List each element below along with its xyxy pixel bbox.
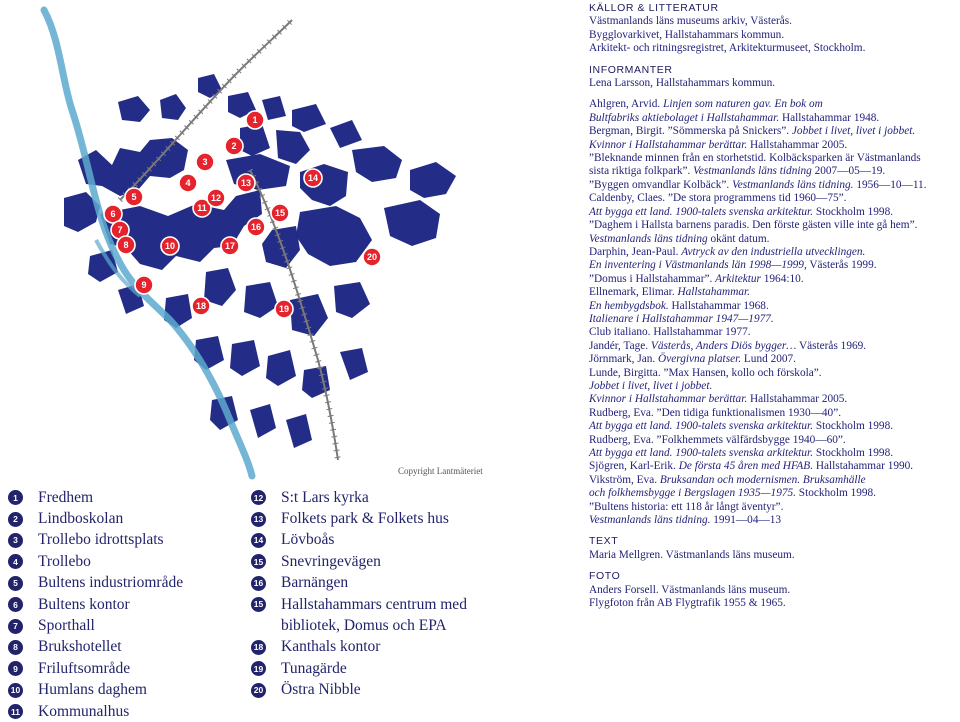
legend-number-badge: 11	[8, 704, 23, 719]
reference-line	[589, 300, 957, 313]
reference-text: Hallstahammar 1990.	[813, 460, 914, 473]
legend-label: Snevringevägen	[281, 552, 381, 570]
legend-item	[8, 508, 183, 529]
svg-text:4: 4	[185, 178, 191, 188]
reference-line	[589, 447, 957, 460]
legend-label: Kommunalhus	[38, 702, 130, 720]
reference-line	[589, 233, 957, 246]
reference-line	[589, 273, 957, 286]
map-marker-16[interactable]	[247, 218, 265, 236]
reference-title: Att bygga ett land. 1900-talets svenska arkitektur.	[589, 205, 814, 218]
legend-item	[8, 615, 183, 636]
reference-line	[589, 206, 957, 219]
legend-item	[251, 530, 491, 551]
reference-line	[589, 98, 957, 111]
legend-number-badge: 15	[251, 554, 266, 569]
svg-text:15: 15	[274, 208, 286, 218]
map-copyright: Copyright Lantmäteriet	[398, 466, 483, 476]
svg-text:1: 1	[252, 115, 258, 125]
reference-title: och folkhemsbygge i Bergslagen 1935—1975.	[589, 487, 796, 500]
source-line: Bygglovarkivet, Hallstahammars kommun.	[589, 28, 785, 41]
map-marker-5[interactable]	[125, 188, 143, 206]
svg-text:11: 11	[197, 203, 207, 213]
reference-text: 1964:10.	[760, 272, 804, 285]
svg-text:20: 20	[366, 252, 378, 262]
reference-text: Lund 2007.	[741, 353, 796, 366]
reference-title: Vestmanlands läns tidning	[589, 232, 708, 245]
kallor-list	[589, 15, 957, 55]
reference-text: Vikström, Eva.	[589, 473, 660, 486]
svg-text:8: 8	[123, 240, 129, 250]
reference-text: Västerås 1999.	[806, 259, 877, 272]
map-marker-2[interactable]	[225, 137, 243, 155]
reference-text: ”Daghem i Hallsta barnens paradis. Den förste gästen ville inte gå hem”.	[589, 219, 918, 232]
reference-text: sista riktiga folkpark”.	[589, 165, 694, 178]
legend-item	[8, 680, 183, 701]
svg-text:12: 12	[210, 193, 222, 203]
map-marker-9[interactable]	[135, 276, 153, 294]
reference-line	[589, 246, 957, 259]
reference-title: En hembygdsbok.	[589, 299, 669, 312]
legend-number-badge: 7	[8, 619, 23, 634]
legend-item	[8, 701, 183, 722]
svg-text:9: 9	[141, 280, 147, 290]
legend-item	[8, 637, 183, 658]
legend-label: Sporthall	[38, 617, 95, 635]
reference-text: Stockholm 1998.	[813, 447, 894, 459]
reference-line	[589, 340, 957, 353]
legend-label: Östra Nibble	[281, 681, 361, 699]
legend-label: Fredhem	[38, 488, 94, 506]
map-marker-8[interactable]	[117, 236, 135, 254]
reference-line	[589, 139, 957, 152]
map-marker-20[interactable]	[363, 248, 381, 266]
reference-line	[589, 179, 957, 192]
legend-item	[251, 487, 491, 508]
reference-text: Club italiano. Hallstahammar 1977.	[589, 326, 751, 339]
reference-title: Att bygga ett land. 1900-talets svenska arkitektur.	[589, 447, 814, 459]
svg-text:17: 17	[224, 241, 236, 251]
reference-line	[589, 393, 957, 406]
reference-title: Jobbet i livet, livet i jobbet.	[589, 379, 713, 392]
reference-title: Bultfabriks aktiebolaget i Hallstahammar.	[589, 111, 780, 124]
svg-text:3: 3	[202, 157, 208, 167]
svg-text:19: 19	[278, 304, 290, 314]
map-marker-12[interactable]	[207, 189, 225, 207]
legend-number-badge: 5	[8, 576, 23, 591]
legend-number-badge: 2	[8, 512, 23, 527]
map-marker-14[interactable]	[304, 169, 322, 187]
reference-line	[589, 514, 957, 527]
reference-text: Stockholm 1998.	[813, 420, 894, 433]
legend-number-badge: 19	[251, 661, 266, 676]
legend-label: Lövboås	[281, 531, 335, 549]
legend-number-badge: 16	[251, 576, 266, 591]
kallor-heading: KÄLLOR & LITTERATUR	[589, 2, 719, 14]
informant-line: Lena Larsson, Hallstahammars kommun.	[589, 77, 776, 90]
reference-text: Caldenby, Claes. ”De stora programmens tid 1960—75”.	[589, 192, 847, 205]
reference-title: Vestmanlands läns tidning.	[589, 514, 711, 527]
map-marker-3[interactable]	[196, 153, 214, 171]
legend-item	[251, 551, 491, 572]
legend-number-badge: 4	[8, 554, 23, 569]
reference-text: Darphin, Jean-Paul.	[589, 245, 682, 258]
reference-line	[589, 326, 957, 339]
legend-label: Bultens kontor	[38, 595, 130, 613]
legend-item	[8, 530, 183, 551]
reference-text: Hallstahammar 2005.	[747, 138, 848, 151]
reference-text: Västerås 1969.	[796, 339, 867, 352]
legend-number-badge: 3	[8, 533, 23, 548]
svg-text:6: 6	[110, 209, 116, 219]
legend-item	[251, 658, 491, 679]
informanter-list	[589, 77, 957, 90]
legend-label: Tunagärde	[281, 659, 347, 677]
legend-label: Kanthals kontor	[281, 638, 381, 656]
legend-label: Trollebo	[38, 552, 91, 570]
reference-line	[589, 407, 957, 420]
reference-list	[589, 98, 957, 527]
text-credits	[589, 549, 957, 562]
legend-item	[251, 573, 491, 594]
reference-text: Ahlgren, Arvid.	[589, 98, 664, 111]
foto-heading: FOTO	[589, 570, 621, 583]
reference-text: 2007—05—19.	[811, 165, 886, 178]
legend-item	[8, 487, 183, 508]
reference-line	[589, 152, 957, 165]
reference-text: Hallstahammar 2005.	[747, 393, 848, 406]
legend-label: Barnängen	[281, 574, 349, 592]
legend-item	[251, 637, 491, 658]
legend-number-badge: 14	[251, 533, 266, 548]
legend-number-badge: 8	[8, 640, 23, 655]
svg-text:16: 16	[250, 222, 262, 232]
reference-line	[589, 474, 957, 487]
text-heading: TEXT	[589, 535, 619, 548]
legend-item	[8, 551, 183, 572]
reference-text: Lunde, Birgitta. ”Max Hansen, kollo och förskola”.	[589, 366, 822, 379]
reference-title: Västerås, Anders Diös bygger…	[650, 339, 797, 352]
reference-text: Jörnmark, Jan.	[589, 353, 659, 366]
svg-text:7: 7	[117, 225, 123, 235]
reference-title: De första 45 åren med HFAB.	[678, 460, 814, 473]
reference-text: Stockholm 1998.	[813, 205, 894, 218]
reference-text: Bergman, Birgit. ”Sömmerska på Snickers”.	[589, 125, 792, 138]
legend-label: Trollebo idrottsplats	[38, 531, 164, 549]
reference-title: Övergivna platser.	[658, 353, 742, 366]
reference-title: Att bygga ett land. 1900-talets svenska arkitektur.	[589, 420, 814, 433]
svg-text:13: 13	[240, 178, 252, 188]
legend-label: Friluftsområde	[38, 659, 131, 677]
reference-text: Sjögren, Karl-Erik.	[589, 460, 679, 473]
informanter-heading: INFORMANTER	[589, 63, 673, 76]
reference-title: Kvinnor i Hallstahammar berättar.	[589, 138, 748, 151]
foto-credit-line: Anders Forsell. Västmanlands läns museum.	[589, 583, 791, 596]
map-marker-19[interactable]	[275, 300, 293, 318]
map-marker-18[interactable]	[192, 297, 210, 315]
map-marker-13[interactable]	[237, 174, 255, 192]
legend-label: Humlans daghem	[38, 681, 147, 699]
reference-line	[589, 367, 957, 380]
source-line: Arkitekt- och ritningsregistret, Arkitekturmuseet, Stockholm.	[589, 42, 866, 55]
reference-text: ”Bleknande minnen från en storhetstid. Kolbäcksparken är Västmanlands	[589, 152, 921, 165]
reference-line	[589, 192, 957, 205]
legend-item	[251, 680, 491, 701]
legend-number-badge: 13	[251, 512, 266, 527]
reference-text: Rudberg, Eva. ”Den tidiga funktionalismen 1930—40”.	[589, 406, 842, 419]
map-marker-17[interactable]	[221, 237, 239, 255]
reference-title: Vestmanlands läns tidning	[693, 165, 812, 178]
reference-title: Linjen som naturen gav. En bok om	[663, 98, 823, 111]
foto-credits	[589, 584, 957, 611]
reference-title: Arkitektur	[715, 272, 761, 285]
legend-item	[8, 573, 183, 594]
svg-text:5: 5	[131, 192, 137, 202]
reference-text: Ellnemark, Elimar.	[589, 286, 678, 299]
map-marker-1[interactable]	[246, 111, 264, 129]
legend-label: S:t Lars kyrka	[281, 488, 369, 506]
reference-text: 1991—04—13	[710, 514, 782, 527]
legend-item	[8, 594, 183, 615]
reference-title: En inventering i Västmanlands län 1998—1999,	[589, 259, 807, 272]
legend-number-badge: 10	[8, 683, 23, 698]
reference-line	[589, 165, 957, 178]
legend-item	[251, 508, 491, 529]
legend-label: Lindboskolan	[38, 510, 124, 528]
legend-label: Brukshotellet	[38, 638, 122, 656]
reference-line	[589, 313, 957, 326]
map-marker-4[interactable]	[179, 174, 197, 192]
legend-item	[8, 658, 183, 679]
legend-label: Bultens industriområde	[38, 574, 184, 592]
svg-text:2: 2	[231, 141, 237, 151]
reference-text: Jandér, Tage.	[589, 339, 651, 352]
town-map	[0, 0, 570, 480]
reference-line	[589, 125, 957, 138]
reference-line	[589, 420, 957, 433]
legend-label: Folkets park & Folkets hus	[281, 510, 449, 528]
reference-line	[589, 353, 957, 366]
map-marker-10[interactable]	[161, 237, 179, 255]
reference-text: Hallstahammar 1968.	[668, 299, 769, 312]
reference-text: Stockholm 1998.	[795, 487, 876, 500]
reference-line	[589, 380, 957, 393]
legend-number-badge: 20	[251, 683, 266, 698]
map-marker-15[interactable]	[271, 204, 289, 222]
reference-text: Rudberg, Eva. ”Folkhemmets välfärdsbygge 1940—60”.	[589, 433, 846, 446]
foto-credit-line: Flygfoton från AB Flygtrafik 1955 & 1965.	[589, 597, 786, 610]
reference-text: ”Byggen omvandlar Kolbäck”.	[589, 178, 733, 191]
reference-line	[589, 501, 957, 514]
legend-number-badge: 18	[251, 640, 266, 655]
reference-text: ”Bultens historia: ett 118 år långt äventyr”.	[589, 500, 784, 513]
reference-line	[589, 286, 957, 299]
legend-number-badge: 12	[251, 490, 266, 505]
reference-line	[589, 219, 957, 232]
reference-line	[589, 112, 957, 125]
reference-title: Hallstahammar.	[677, 286, 750, 299]
legend-number-badge: 1	[8, 490, 23, 505]
reference-title: Jobbet i livet, livet i jobbet.	[791, 125, 916, 138]
reference-title: Italienare i Hallstahammar 1947—1977.	[589, 312, 774, 325]
legend-number-badge: 6	[8, 597, 23, 612]
reference-title: Avtryck av den industriella utvecklingen.	[681, 245, 866, 258]
legend-number-badge: 9	[8, 661, 23, 676]
reference-text: okänt datum.	[707, 232, 770, 245]
reference-title: Bruksandan och modernismen. Bruksamhälle	[659, 473, 866, 486]
source-line: Västmanlands läns museums arkiv, Västerås.	[589, 15, 792, 28]
reference-title: Kvinnor i Hallstahammar berättar.	[589, 393, 748, 406]
reference-line	[589, 487, 957, 500]
reference-line	[589, 460, 957, 473]
reference-line	[589, 259, 957, 272]
reference-text: 1956—10—11.	[853, 178, 927, 191]
reference-title: Vestmanlands läns tidning.	[732, 178, 854, 191]
reference-text: ”Domus i Hallstahammar”.	[589, 272, 716, 285]
legend-number-badge: 15	[251, 597, 266, 612]
svg-text:18: 18	[195, 301, 207, 311]
reference-line	[589, 434, 957, 447]
svg-text:10: 10	[164, 241, 176, 251]
legend-item	[251, 594, 491, 637]
sources-column	[589, 2, 957, 610]
svg-text:14: 14	[307, 173, 319, 183]
legend-right	[251, 487, 491, 701]
legend-label: Hallstahammars centrum med bibliotek, Domus och EPA	[281, 595, 467, 635]
reference-text: Hallstahammar 1948.	[779, 111, 880, 124]
legend-left	[8, 487, 183, 722]
text-credit-line: Maria Mellgren. Västmanlands läns museum.	[589, 548, 795, 561]
